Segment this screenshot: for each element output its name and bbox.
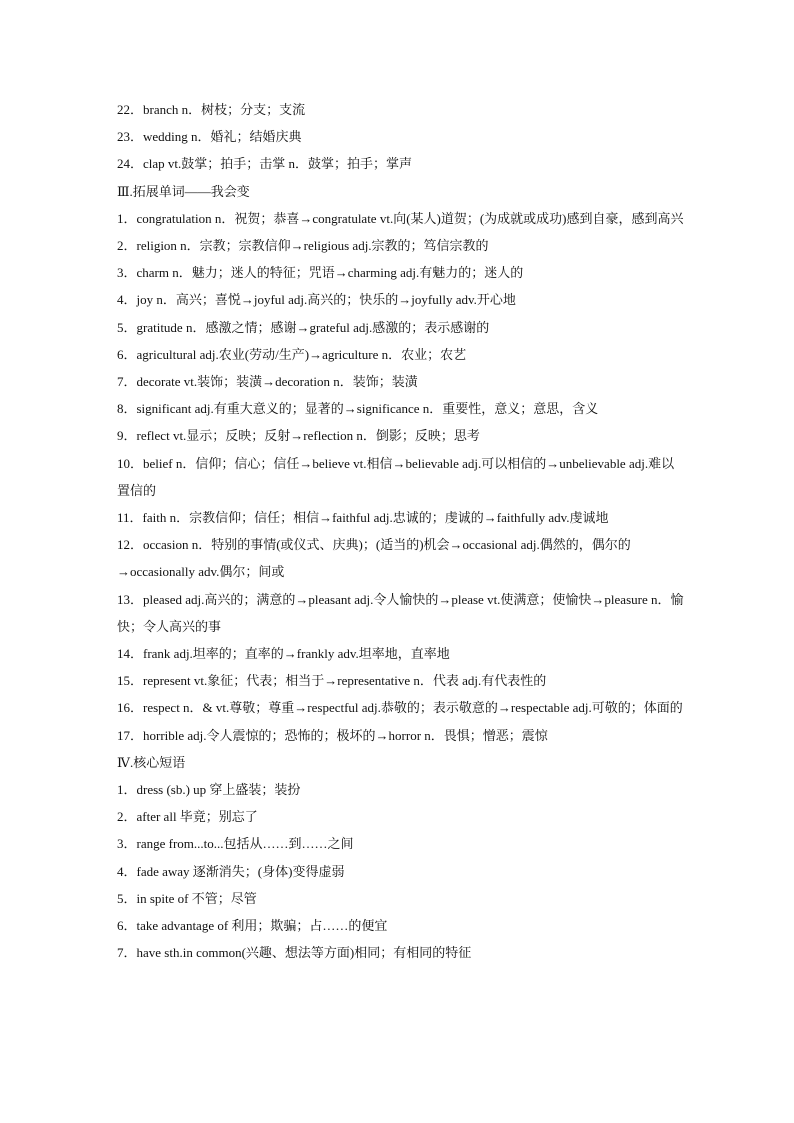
extended-word-7: 7．decorate vt.装饰；装潢→decoration n．装饰；装潢: [117, 374, 418, 390]
extended-word-6: 6．agricultural adj.农业(劳动/生产)→agriculture n．农业；农艺: [117, 346, 467, 362]
extended-word-3: 3．charm n．魅力；迷人的特征；咒语→charming adj.有魅力的；迷人的: [117, 265, 524, 281]
extended-word-9: 9．reflect vt.显示；反映；反射→reflection n．倒影；反映；思考: [117, 428, 480, 444]
section-heading-core-phrases: Ⅳ.核心短语: [117, 754, 186, 770]
extended-word-5: 5．gratitude n．感激之情；感谢→grateful adj.感激的；表示感谢的: [117, 319, 490, 335]
extended-word-17: 17．horrible adj.令人震惊的；恐怖的；极坏的→horror n．畏惧；憎恶；震惊: [117, 727, 548, 743]
extended-word-15: 15．represent vt.象征；代表；相当于→representative n．代表 adj.有代表性的: [117, 673, 547, 689]
extended-word-13: 13．pleased adj.高兴的；满意的→pleasant adj.令人愉快的→please vt.使满意；使愉快→pleasure n．愉快；令人高兴的事: [117, 591, 684, 634]
phrase-2: 2．after all 毕竟；别忘了: [117, 809, 258, 825]
vocab-item-23: 23．wedding n．婚礼；结婚庆典: [117, 129, 302, 145]
extended-word-10: 10．belief n．信仰；信心；信任→believe vt.相信→believable adj.可以相信的→unbelievable adj.难以置信的: [117, 455, 675, 498]
extended-word-2: 2．religion n．宗教；宗教信仰→religious adj.宗教的；笃信宗教的: [117, 238, 489, 254]
phrase-1: 1．dress (sb.) up 穿上盛装；装扮: [117, 782, 301, 798]
document-body: [117, 96, 687, 967]
extended-word-16: 16．respect n．& vt.尊敬；尊重→respectful adj.恭敬的；表示敬意的→respectable adj.可敬的；体面的: [117, 700, 683, 716]
vocab-item-22: 22．branch n．树枝；分支；支流: [117, 102, 306, 117]
phrase-5: 5．in spite of 不管；尽管: [117, 890, 257, 906]
extended-word-11: 11．faith n．宗教信仰；信任；相信→faithful adj.忠诚的；虔诚的→faithfully adv.虔诚地: [117, 510, 609, 526]
extended-word-4: 4．joy n．高兴；喜悦→joyful adj.高兴的；快乐的→joyfully adv.开心地: [117, 292, 516, 308]
phrase-7: 7．have sth.in common(兴趣、想法等方面)相同；有相同的特征: [117, 945, 472, 961]
phrase-6: 6．take advantage of 利用；欺骗；占……的便宜: [117, 918, 388, 934]
phrase-3: 3．range from...to...包括从……到……之间: [117, 836, 354, 852]
extended-word-14: 14．frank adj.坦率的；直率的→frankly adv.坦率地，直率地: [117, 646, 450, 662]
vocab-item-24: 24．clap vt.鼓掌；拍手；击掌 n．鼓掌；拍手；掌声: [117, 156, 413, 172]
extended-word-8: 8．significant adj.有重大意义的；显著的→significance n．重要性，意义；意思，含义: [117, 401, 599, 417]
phrase-4: 4．fade away 逐渐消失；(身体)变得虚弱: [117, 863, 345, 879]
extended-word-12: 12．occasion n．特别的事情(或仪式、庆典)；(适当的)机会→occasional adj.偶然的，偶尔的→occasionally adv.偶尔；间或: [117, 537, 631, 580]
extended-word-1: 1．congratulation n．祝贺；恭喜→congratulate vt.向(某人)道贺；(为成就或成功)感到自豪，感到高兴: [117, 210, 684, 226]
section-heading-extended-words: Ⅲ.拓展单词——我会变: [117, 183, 250, 199]
